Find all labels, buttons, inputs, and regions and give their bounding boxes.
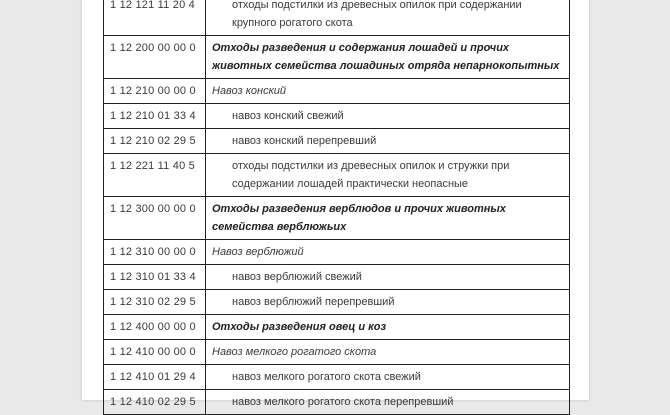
table-row (104, 315, 570, 340)
table-row (104, 129, 570, 154)
table-row (104, 104, 570, 129)
table-row (104, 36, 570, 79)
waste-name-cell: навоз верблюжий перепревший (206, 290, 570, 315)
group-name-cell: Навоз верблюжий (206, 240, 570, 265)
group-name-cell: Навоз конский (206, 79, 570, 104)
waste-code-cell: 1 12 221 11 40 5 (104, 154, 206, 197)
waste-name-cell: навоз конский свежий (206, 104, 570, 129)
waste-code-cell: 1 12 410 00 00 0 (104, 340, 206, 365)
table-row (104, 390, 570, 415)
waste-name-cell: навоз верблюжий свежий (206, 265, 570, 290)
waste-code-cell: 1 12 410 02 29 5 (104, 390, 206, 415)
group-name-cell: Навоз мелкого рогатого скота (206, 340, 570, 365)
waste-code-cell: 1 12 300 00 00 0 (104, 197, 206, 240)
table-row (104, 290, 570, 315)
table-row (104, 240, 570, 265)
table-row (104, 79, 570, 104)
waste-name-cell: навоз мелкого рогатого скота свежий (206, 365, 570, 390)
document-page (82, 0, 589, 408)
table-row (104, 265, 570, 290)
waste-code-cell: 1 12 310 00 00 0 (104, 240, 206, 265)
table-row (104, 340, 570, 365)
category-name-cell: Отходы разведения и содержания лошадей и прочих животных семейства лошадиных отряда непарнокопытных (206, 36, 570, 79)
waste-name-cell: навоз мелкого рогатого скота перепревший (206, 390, 570, 415)
waste-code-cell: 1 12 400 00 00 0 (104, 315, 206, 340)
waste-code-cell: 1 12 210 01 33 4 (104, 104, 206, 129)
table-row (104, 0, 570, 36)
waste-name-cell: отходы подстилки из древесных опилок и стружки при содержании лошадей практически неопасные (206, 154, 570, 197)
waste-code-cell: 1 12 210 00 00 0 (104, 79, 206, 104)
category-name-cell: Отходы разведения верблюдов и прочих животных семейства верблюжьих (206, 197, 570, 240)
waste-classification-table (103, 0, 570, 415)
table-row (104, 197, 570, 240)
table-row (104, 154, 570, 197)
waste-code-cell: 1 12 310 01 33 4 (104, 265, 206, 290)
waste-code-cell: 1 12 121 11 20 4 (104, 0, 206, 36)
table-body (104, 0, 570, 415)
waste-name-cell: навоз конский перепревший (206, 129, 570, 154)
table-row (104, 365, 570, 390)
waste-name-cell: отходы подстилки из древесных опилок при содержании крупного рогатого скота (206, 0, 570, 36)
category-name-cell: Отходы разведения овец и коз (206, 315, 570, 340)
waste-code-cell: 1 12 410 01 29 4 (104, 365, 206, 390)
waste-code-cell: 1 12 310 02 29 5 (104, 290, 206, 315)
waste-code-cell: 1 12 200 00 00 0 (104, 36, 206, 79)
waste-code-cell: 1 12 210 02 29 5 (104, 129, 206, 154)
